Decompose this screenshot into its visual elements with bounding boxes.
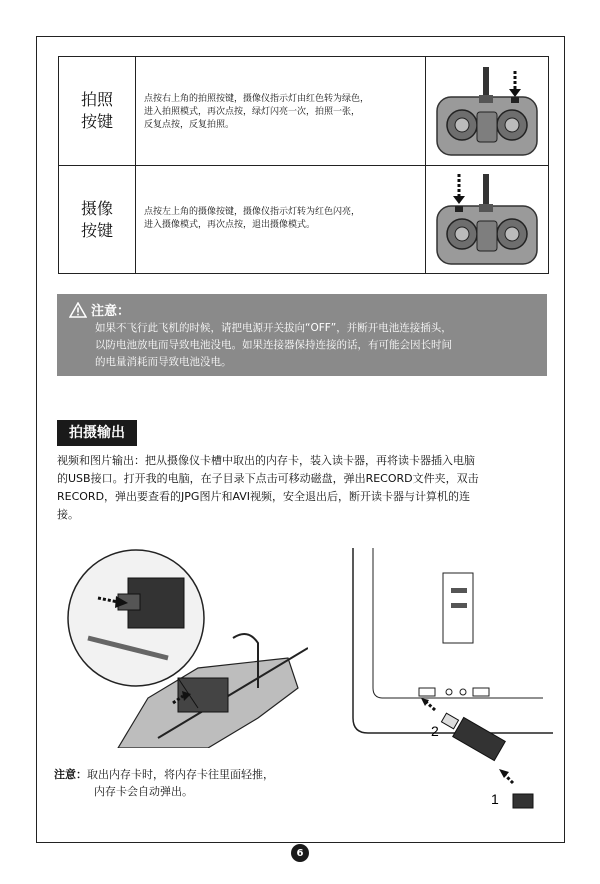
button-function-table	[58, 56, 549, 274]
notice-box	[57, 294, 547, 376]
card-reader-computer-illustration	[323, 548, 553, 820]
photo-button-label	[59, 57, 136, 165]
section-heading: 拍摄输出	[57, 420, 137, 446]
photo-button-description	[136, 57, 426, 165]
page-number: 6	[291, 844, 309, 862]
label-line: 按键	[80, 221, 113, 240]
notice-title-text: 注意：	[91, 304, 131, 319]
camera-card-slot-illustration	[58, 548, 308, 748]
warning-icon	[69, 302, 87, 318]
notice-line: 的电量消耗而导致电池没电。	[95, 356, 232, 368]
video-button-description	[136, 166, 426, 274]
desc-line: 反复点按，反复拍照。	[144, 120, 235, 130]
section-line: 接。	[57, 508, 79, 521]
remote-controller-video-image	[427, 166, 548, 274]
section-line: RECORD，弹出要查看的JPG图片和AVI视频，安全退出后，断开读卡器与计算机的连	[57, 490, 471, 503]
label-line: 拍照	[80, 90, 113, 109]
label-line: 按键	[80, 112, 113, 131]
remote-controller-photo-image	[427, 57, 548, 165]
note-line: 取出内存卡时，将内存卡往里面轻推，	[87, 768, 274, 781]
step-1-label: 1	[491, 791, 499, 807]
section-body	[57, 452, 547, 524]
table-row-video	[59, 166, 548, 274]
section-line: 的USB接口。打开我的电脑，在子目录下点击可移动磁盘，弹出RECORD文件夹，双击	[57, 472, 479, 485]
desc-line: 进入拍照模式，再次点按，绿灯闪亮一次，拍照一张，	[144, 107, 361, 117]
notice-body	[95, 320, 535, 371]
step-2-label: 2	[431, 723, 439, 739]
desc-line: 点按右上角的拍照按键，摄像仪指示灯由红色转为绿色，	[144, 94, 370, 104]
note-text	[54, 766, 274, 800]
notice-line: 以防电池放电而导致电池没电。如果连接器保持连接的话，有可能会因长时间	[95, 339, 452, 351]
desc-line: 点按左上角的摄像按键，摄像仪指示灯转为红色闪亮，	[144, 207, 361, 217]
video-button-label	[59, 166, 136, 274]
label-line: 摄像	[80, 199, 113, 218]
desc-line: 进入摄像模式，再次点按，退出摄像模式。	[144, 220, 316, 230]
section-line: 视频和图片输出：把从摄像仪卡槽中取出的内存卡，装入读卡器，再将读卡器插入电脑	[57, 454, 475, 467]
note-label: 注意：	[54, 768, 87, 781]
note-line: 内存卡会自动弹出。	[94, 785, 193, 798]
notice-line: 如果不飞行此飞机的时候，请把电源开关拔向“OFF”，并断开电池连接插头，	[95, 322, 452, 334]
table-row-photo	[59, 57, 548, 166]
notice-title	[69, 300, 130, 319]
